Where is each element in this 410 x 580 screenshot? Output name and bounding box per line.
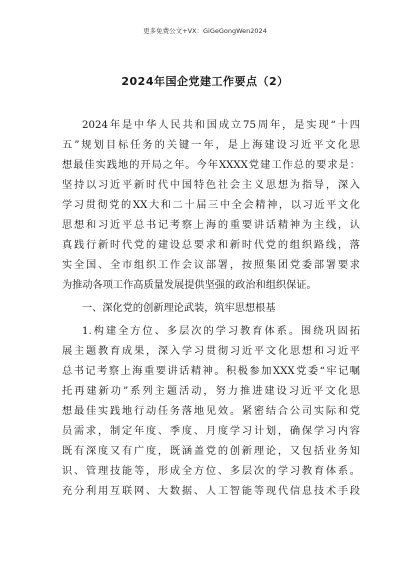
body-line: 实全国、全市组织工作会议部署，按照集团党委部署要求	[62, 260, 360, 271]
body-line: 充分利用互联网、大数据、人工智能等现代信息技术手段	[62, 486, 360, 497]
body-line: 既有深度又有广度，既涵盖党的创新理论，又包括业务知	[62, 446, 360, 457]
body-line: 总书记考察上海重要讲话精神。积极参加XXX党委“牢记嘱	[62, 366, 360, 377]
body-line: 学习贯彻党的XX大和二十届三中全会精神，以习近平文化	[62, 200, 360, 211]
body-line: 2024年是中华人民共和国成立75周年，是实现“十四	[82, 120, 360, 131]
body-line: 想最佳实践地的开局之年。今年XXXX党建工作总的要求是：	[62, 160, 360, 171]
section-heading: 一、深化党的创新理论武装，筑牢思想根基	[82, 303, 276, 314]
body-line: 员需求，制定年度、季度、月度学习计划，确保学习内容	[62, 426, 360, 437]
body-line: 五”规划目标任务的关键一年，是上海建设习近平文化思	[62, 140, 360, 151]
header-banner: 更多免费公文+VX：GiGeGongWen2024	[143, 27, 267, 35]
body-line: 思想和习近平总书记考察上海的重要讲话精神为主线，认	[62, 220, 360, 231]
document-title: 2024年国企党建工作要点（2）	[121, 75, 289, 88]
body-line: 想最佳实践地行动任务落地见效。紧密结合公司实际和党	[62, 406, 360, 417]
body-line: 托再建新功”系列主题活动，努力推进建设习近平文化思	[62, 386, 360, 397]
body-line: 真践行新时代党的建设总要求和新时代党的组织路线，落	[62, 240, 360, 251]
body-line: 识、管理技能等，形成全方位、多层次的学习教育体系。	[62, 466, 360, 477]
body-line: 1.构建全方位、多层次的学习教育体系。围绕巩固拓	[82, 326, 360, 337]
body-line: 为推动各项工作高质量发展提供坚强的政治和组织保证。	[62, 280, 317, 291]
body-line: 展主题教育成果，深入学习贯彻习近平文化思想和习近平	[62, 346, 360, 357]
body-line: 坚持以习近平新时代中国特色社会主义思想为指导，深入	[62, 180, 360, 191]
